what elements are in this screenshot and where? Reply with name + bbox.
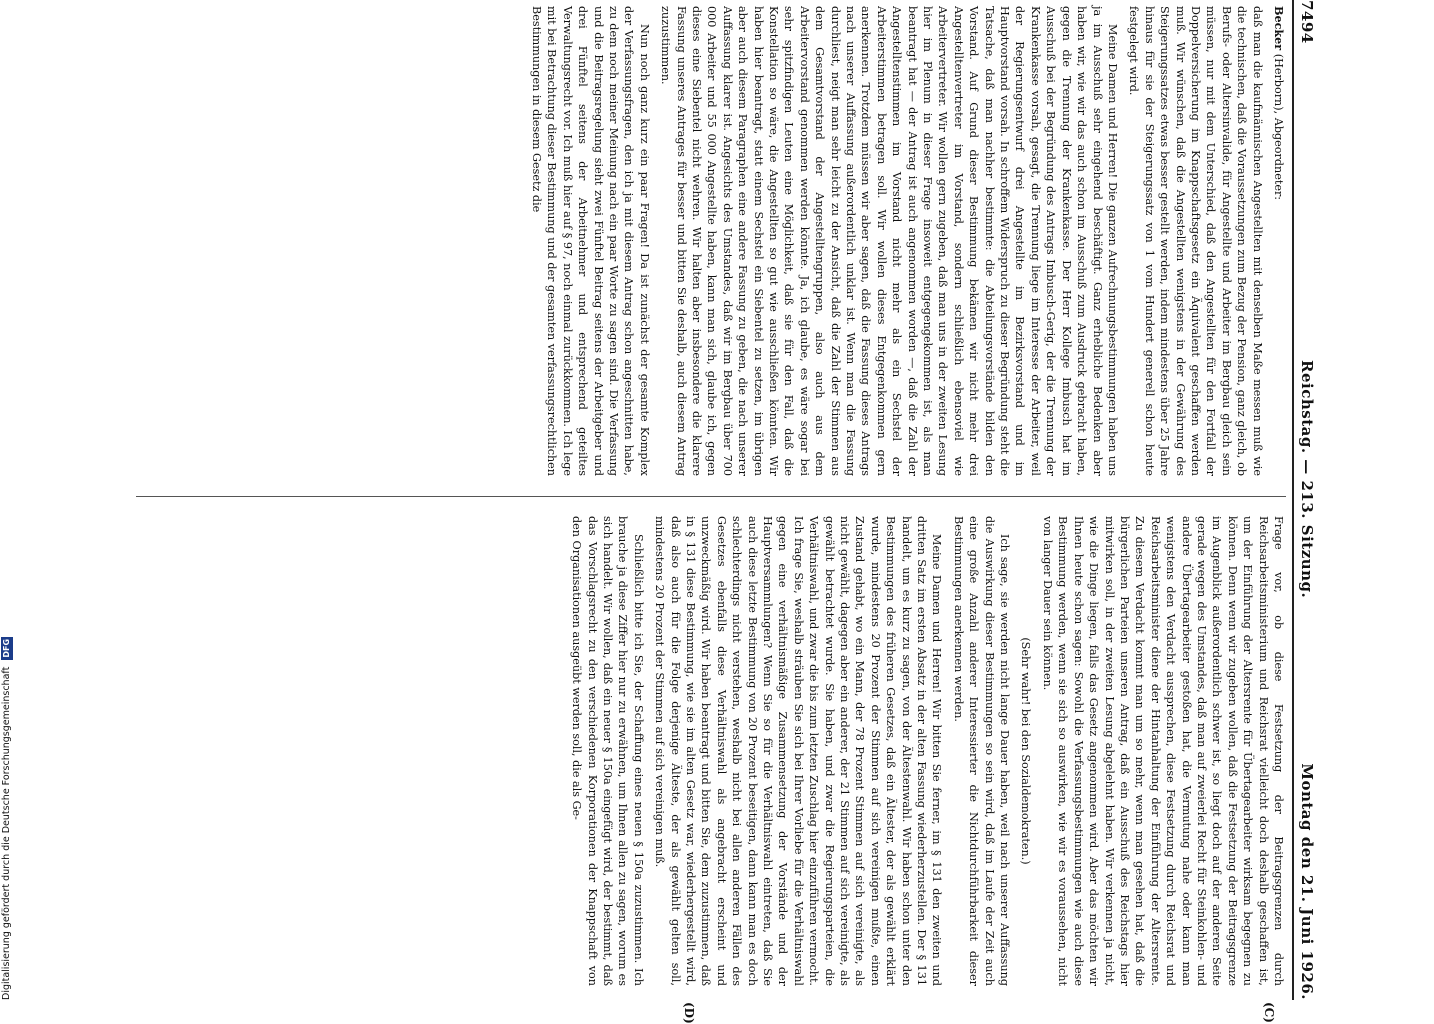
header-title: Reichstag. — 213. Sitzung. (1298, 360, 1316, 599)
rotated-page-content (116, 0, 1316, 1024)
paragraph: Frage vor, ob diese Festsetzung der Beitragsgrenzen durch Reichsarbeitsministerium und Reichsrat vielleicht doch deshalb geschaffen ist, um der Einführung der Altersrente für Übertagearbeiter wirksam begegnen zu können. Denn wenn wir zugeben wollen, daß die Festsetzung der Beitragsgrenze im Augenblick außerordentlich schwer ist, so liegt doch auf der anderen Seite gerade wegen des Umstandes, daß man auf zweierlei Recht für Steinkohlen- und andere Übertagearbeiter gestoßen hat, die Vermutung nahe oder kann man wenigstens den Verdacht aussprechen, diese Festsetzung durch Reichsrat und Reichsarbeitsminister diene der Hintanhaltung der Einführung der Altersrente. Zu diesem Verdacht kommt man um so mehr, wenn man gesehen hat, daß die bürgerlichen Parteien unseren Antrag, daß ein Ausschuß des Reichstags hier mitwirken soll, in der zweiten Lesung abgelehnt haben. Wir verkennen ja nicht, wie die Dinge liegen, falls das Gesetz angenommen wird. Aber das möchten wir Ihnen heute schon sagen: Sowohl die Verfassungsbestimmungen wie auch diese Bestimmung werden, wenn sie sich so auswirken, wie wir es voraussehen, nicht von langer Dauer sein können. (1040, 516, 1285, 986)
paragraph: Meine Damen und Herren! Die ganzen Aufrechnungsbestimmungen haben uns ja im Ausschuß sehr eingehend beschäftigt. Ganz erhebliche Bedenken aber haben wir, wie wir das auch schon im Ausschuß zum Ausdruck gebracht haben, gegen die Trennung der Krankenkasse. Der Herr Kollege Imbusch hat im Ausschuß bei der Begründung des Antrags Imbusch-Gerig, der die Trennung der Krankenkasse vorsah, gesagt, die Trennung liege im Interesse der Arbeiter, weil der Regierungsentwurf drei Angestellte im Bezirksvorstand und im Hauptvorstand vorsah. In schroffem Widerspruch zu dieser Begründung steht die Tatsache, daß man nachher bestimmte: die Abteilungsvorstände bilden den Vorstand. Auf Grund dieser Bestimmung bekämen wir nicht mehr drei Angestelltenvertreter im Vorstand, sondern schließlich ebensoviel wie Arbeitervertreter. Wir wollen gern zugeben, daß man uns in der zweiten Lesung hier im Plenum in dieser Frage insoweit entgegengekommen ist, als man beantragt hat — der Antrag ist auch angenommen worden —, daß die Zahl der Angestelltenstimmen im Vorstand nicht mehr als ein Sechstel der Arbeiterstimmen betragen soll. Wir wollen dieses Entgegenkommen gern anerkennen. Trotzdem müssen wir aber sagen, daß die Fassung dieses Antrags nach unserer Auffassung außerordentlich unklar ist. Wenn man die Fassung durchliest, neigt man sehr leicht zu der Ansicht, daß die Zahl der Stimmen aus dem Gesamtvorstand der Angestelltengruppen, also auch aus dem Arbeitervorstand genommen werden könnte. Ja, ich glaube, es wäre sogar bei sehr spitzfindigen Leuten eine Möglichkeit, daß sie für den Fall, daß die Konstellation so wäre, die Angestellten so gut wie ausschließen könnten. Wir haben hier beantragt, statt einem Sechstel ein Siebentel zu setzen, im übrigen aber auch diesem Paragraphen eine andere Fassung zu geben, die nach unserer Auffassung klarer ist. Angesichts des Umstandes, daß wir im Bergbau über 700 000 Arbeiter und 55 000 Angestellte haben, kann man sich, glaube ich, gegen dieses eine Siebentel nicht wehren. Wir halten aber insbesondere die klarere Fassung unseres Antrages für besser und bitten Sie deshalb, auch diesem Antrag zuzustimmen. (659, 6, 1119, 476)
right-column (126, 516, 1286, 986)
speaker-role: (Herborn), Abgeordneter: (1272, 53, 1285, 201)
header-date: Montag den 21. Juni 1926. (1298, 763, 1316, 1000)
margin-mark-d: (D) (682, 1002, 696, 1024)
page-header (1294, 0, 1316, 1000)
speaker-line (1271, 6, 1286, 476)
paragraph: Nun noch ganz kurz ein paar Fragen! Da ist zunächst der gesamte Komplex der Verfassungsfragen, den ich ja mit diesem Antrag schon angeschnitten habe, zu dem noch meiner Meinung nach ein paar Worte zu sagen sind. Die Verfassung und die Beitragsregelung sieht zwei Fünftel Beitrag seitens der Arbeitgeber und drei Fünftel seitens der Arbeitnehmer und entsprechend geteiltes Verwaltungsrecht vor. Ich muß hier auf § 97, noch einmal zurückkommen. Ich lege mit bei Betrachtung dieser Bestimmung und der gesamten verfassungsrechtlichen Bestimmungen in diesem Gesetz die (529, 6, 651, 477)
digitization-credit (0, 0, 14, 1000)
paragraph: Schließlich bitte ich Sie, der Schaffung eines neuen § 150a zuzustimmen. Ich brauche ja diese Ziffer hier nur zu erwähnen, um Ihnen allen zu sagen, worum es sich handelt. Wir wollen, daß ein neuer § 150a eingefügt wird, der bestimmt, daß das Vorschlagsrecht zu den verschiedenen Korporationen der Knappschaft von den Organisationen ausgeübt werden soll, die als Ge- (570, 516, 645, 986)
left-column (126, 6, 1286, 476)
header-rule (1292, 0, 1294, 1000)
paragraph: daß man die kaufmännischen Angestellten mit denselben Maße messen muß wie die technischen, daß die Voraussetzungen zum Bezug der Pension, ganz gleich, ob Berufs- oder Altersinvalide, für Angestellte und Arbeiter im Bergbau gleich sein müssen, nur mit dem Unterschied, daß den Angestellten für den Fortfall der Doppelversicherung im Knappschaftsgesetz ein Äquivalent geschaffen werden muß. Wir wünschen, daß die Angestellten wenigstens in der Gewährung des Steigerungssatzes etwas besser gestellt werden, indem mindestens über 25 Jahre hinaus für sie der Steigerungssatz von 1 vom Hundert generell schon heute festgelegt wird. (1127, 6, 1264, 476)
speaker-name: Becker (1272, 6, 1286, 51)
credit-text: Digitalisierung gefördert durch die Deutsche Forschungsgemeinschaft (1, 666, 12, 1000)
interjection: (Sehr wahr! bei den Sozialdemokraten.) (1019, 637, 1033, 865)
page-number: 7494 (1298, 0, 1316, 44)
column-divider (136, 496, 1286, 497)
paragraph: Meine Damen und Herren! Wir bitten Sie ferner, im § 131 den zweiten und dritten Satz im ersten Absatz in der alten Fassung wiederherzustellen. Der § 131 handelt, um es kurz zu sagen, von der Ältestenwahl. Wir haben schon unter den Bestimmungen des früheren Gesetzes, daß ein Ältester, der als gewählt erklärt wurde, mindestens 20 Prozent der Stimmen auf sich vereinigen mußte, einen Zustand gehabt, wo ein Mann, der 78 Prozent Stimmen auf sich vereinigte, als nicht gewählt, dagegen aber ein anderer, der 21 Stimmen auf sich vereinigte, als gewählt betrachtet wurde. Sie haben, und zwar die Regierungsparteien, die Verhältniswahl, und zwar die bis zum letzten Zuschlag hier einzuführen vermocht. Ich frage Sie, weshalb sträuben Sie sich bei Ihrer Vorliebe für die Verhältniswahl gegen eine verhältnismäßige Zusammensetzung der Vorstände und der Hauptversammlungen? Wenn Sie so für die Verhältniswahl eintreten, daß Sie auch diese letzte Bestimmung von 20 Prozent beseitigen, dann kann man es doch schlechterdings nicht verstehen, weshalb nicht bei allen anderen Fällen des Gesetzes ebenfalls diese Verhältniswahl als angebracht erscheint und unzweckmäßig wird. Wir haben beantragt und bitten Sie, dem zuzustimmen, daß in § 131 diese Bestimmung, wie sie im alten Gesetz war, wiederhergestellt wird, daß also auch für die Folge derjenige Älteste, der als gewählt gelten soll, mindestens 20 Prozent der Stimmen auf sich vereinigen muß. (653, 516, 944, 986)
paragraph: Ich sage, sie werden nicht lange Dauer haben, weil nach unserer Auffassung die Auswirkung dieser Bestimmungen so sein wird, daß im Laufe der Zeit auch eine große Anzahl anderer Interessierter die Nichtdurchführbarkeit dieser Bestimmungen anerkennen werden. (951, 516, 1012, 986)
margin-mark-c: (C) (1262, 1002, 1276, 1023)
dfg-logo: DFG (2, 638, 11, 658)
